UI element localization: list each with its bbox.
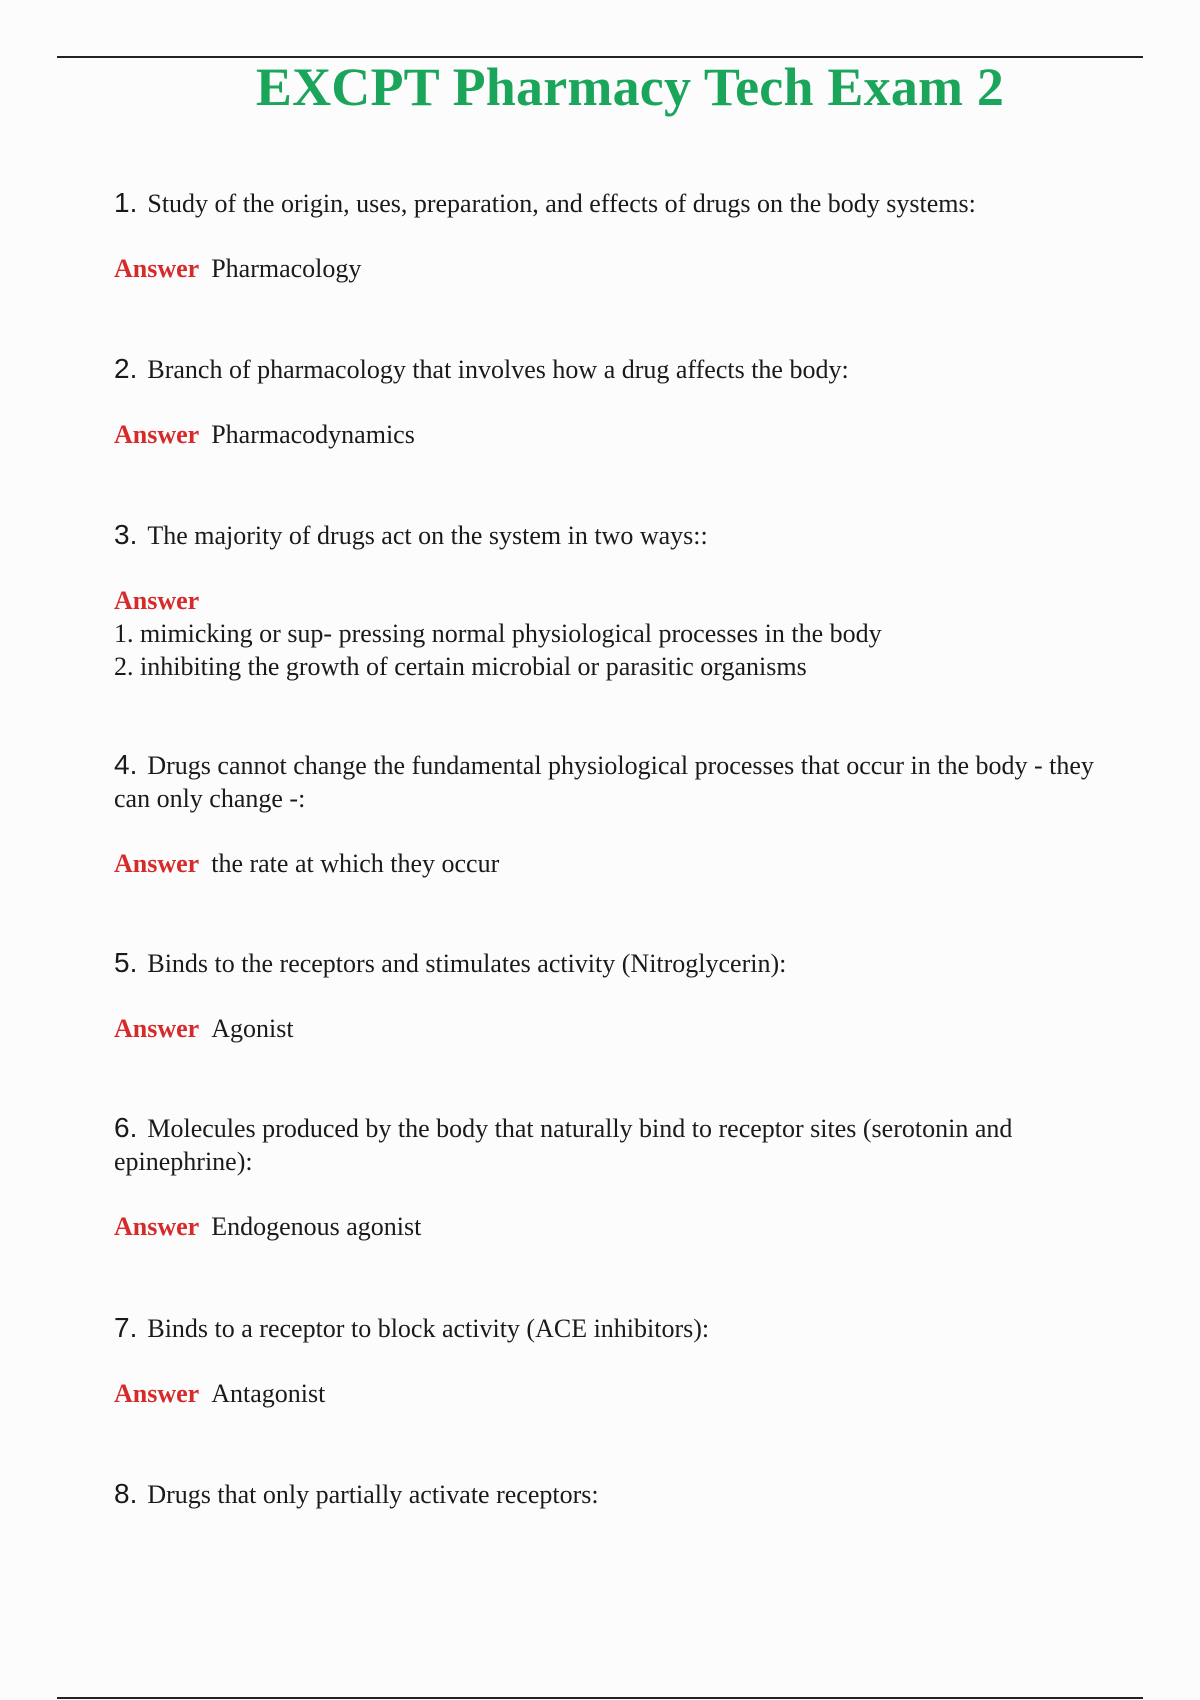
question-item: [114, 748, 1124, 880]
question-number: 6.: [114, 1112, 138, 1143]
answer-text: Agonist: [211, 1014, 294, 1043]
question-text: 3. The majority of drugs act on the system in two ways::: [114, 519, 708, 550]
question-item: [114, 518, 1124, 683]
answer-label: Answer: [114, 849, 200, 878]
question-item: [114, 1311, 1124, 1410]
answer-text: Endogenous agonist: [211, 1212, 422, 1241]
answer-row: [114, 1012, 1124, 1045]
question-item: [114, 1477, 1124, 1511]
question-number: 4.: [114, 749, 138, 780]
question-item: [114, 1111, 1124, 1243]
question-text: 2. Branch of pharmacology that involves how a drug affects the body:: [114, 353, 849, 384]
answer-text: Antagonist: [211, 1379, 326, 1408]
question-item: [114, 186, 1124, 285]
question-item: [114, 946, 1124, 1045]
question-text: 5. Binds to the receptors and stimulates activity (Nitroglycerin):: [114, 947, 787, 978]
answer-row: [114, 252, 1124, 285]
question-number: 7.: [114, 1312, 138, 1343]
page-title: EXCPT Pharmacy Tech Exam 2: [255, 57, 1005, 117]
answer-row: [114, 418, 1124, 451]
answer-label: Answer: [114, 1014, 200, 1043]
answer-list: [114, 617, 1124, 683]
question-text: 8. Drugs that only partially activate receptors:: [114, 1478, 599, 1509]
answer-label: Answer: [114, 254, 200, 283]
answer-label: Answer: [114, 586, 200, 615]
question-number: 3.: [114, 519, 138, 550]
question-number: 1.: [114, 187, 138, 218]
question-text: 7. Binds to a receptor to block activity (ACE inhibitors):: [114, 1312, 710, 1343]
question-number: 5.: [114, 947, 138, 978]
question-text: 1. Study of the origin, uses, preparation, and effects of drugs on the body systems:: [114, 187, 976, 218]
answer-text: Pharmacology: [211, 254, 362, 283]
question-text: 4. Drugs cannot change the fundamental physiological processes that occur in the body - they can only change -:: [114, 749, 1094, 813]
answer-label: Answer: [114, 420, 200, 449]
question-number: 8.: [114, 1478, 138, 1509]
answer-row: [114, 1377, 1124, 1410]
answer-label: Answer: [114, 1212, 200, 1241]
answer-label: Answer: [114, 1379, 200, 1408]
answer-list-item: 2. inhibiting the growth of certain microbial or parasitic organisms: [114, 652, 807, 681]
answer-row: [114, 584, 1124, 617]
question-number: 2.: [114, 353, 138, 384]
answer-row: [114, 847, 1124, 880]
answer-list-item: 1. mimicking or sup- pressing normal physiological processes in the body: [114, 619, 882, 648]
question-item: [114, 352, 1124, 451]
answer-row: [114, 1210, 1124, 1243]
answer-text: the rate at which they occur: [211, 849, 500, 878]
bottom-rule: [57, 1697, 1143, 1699]
question-text: 6. Molecules produced by the body that naturally bind to receptor sites (serotonin and epinephrine):: [114, 1112, 1013, 1176]
answer-text: Pharmacodynamics: [211, 420, 415, 449]
